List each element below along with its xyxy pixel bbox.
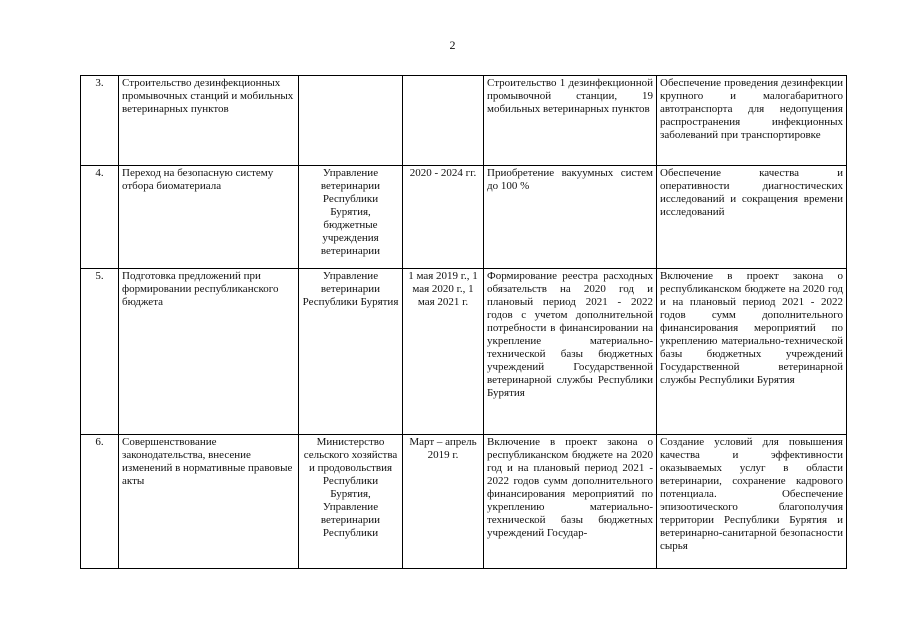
expected-result: Строительство 1 дезинфекционной промывочной станции, 19 мобильных ветеринарных пунктов — [484, 76, 657, 166]
row-number: 3. — [81, 76, 119, 166]
measure-name: Переход на безопасную систему отбора биоматериала — [119, 166, 299, 269]
responsible-executor — [299, 76, 403, 166]
table-row — [81, 76, 847, 166]
responsible-executor: Управление ветеринарии Республики Бурятия, бюджетные учреждения ветеринарии — [299, 166, 403, 269]
table-row — [81, 166, 847, 269]
measure-name: Подготовка предложений при формировании республиканского бюджета — [119, 269, 299, 435]
responsible-executor: Министерство сельского хозяйства и продовольствия Республики Бурятия, Управление ветеринарии Республики — [299, 435, 403, 569]
page-number: 2 — [449, 38, 456, 52]
table-row — [81, 435, 847, 569]
row-number: 6. — [81, 435, 119, 569]
execution-dates — [403, 76, 484, 166]
expected-effect: Создание условий для повышения качества и эффективности оказываемых услуг в области ветеринарии, сохранение кадрового потенциала. Обеспечение эпизоотического благополучия территории Республики Бурятия и ветеринарно-санитарной безопасности сырья — [657, 435, 847, 569]
expected-result: Приобретение вакуумных систем до 100 % — [484, 166, 657, 269]
row-number: 5. — [81, 269, 119, 435]
execution-dates: 2020 - 2024 гг. — [403, 166, 484, 269]
execution-dates: Март – апрель 2019 г. — [403, 435, 484, 569]
expected-effect: Обеспечение качества и оперативности диагностических исследований и сокращения времени исследований — [657, 166, 847, 269]
row-number: 4. — [81, 166, 119, 269]
expected-result: Формирование реестра расходных обязательств на 2020 год и плановый период 2021 - 2022 годов с учетом дополнительной потребности в финансировании на укрепление материально-технической базы бюджетных учреждений Государственной ветеринарной службы Республики Бурятия — [484, 269, 657, 435]
expected-effect: Включение в проект закона о республиканском бюджете на 2020 год и на плановый период 2021 - 2022 годов сумм дополнительного финансирования мероприятий по укреплению материально-технической базы бюджетных учреждений Государственной ветеринарной службы Республики Бурятия — [657, 269, 847, 435]
expected-effect: Обеспечение проведения дезинфекции крупного и малогабаритного автотранспорта для недопущения распространения инфекционных заболеваний при транспортировке — [657, 76, 847, 166]
responsible-executor: Управление ветеринарии Республики Бурятия — [299, 269, 403, 435]
execution-dates: 1 мая 2019 г., 1 мая 2020 г., 1 мая 2021 г. — [403, 269, 484, 435]
measure-name: Совершенствование законодательства, внесение изменений в нормативные правовые акты — [119, 435, 299, 569]
measures-table — [80, 75, 847, 569]
table-row — [81, 269, 847, 435]
measure-name: Строительство дезинфекционных промывочных станций и мобильных ветеринарных пунктов — [119, 76, 299, 166]
expected-result: Включение в проект закона о республиканском бюджете на 2020 год и на плановый период 2021 - 2022 годов сумм дополнительного финансирования мероприятий по укреплению материально-технической базы бюджетных учреждений Государ- — [484, 435, 657, 569]
